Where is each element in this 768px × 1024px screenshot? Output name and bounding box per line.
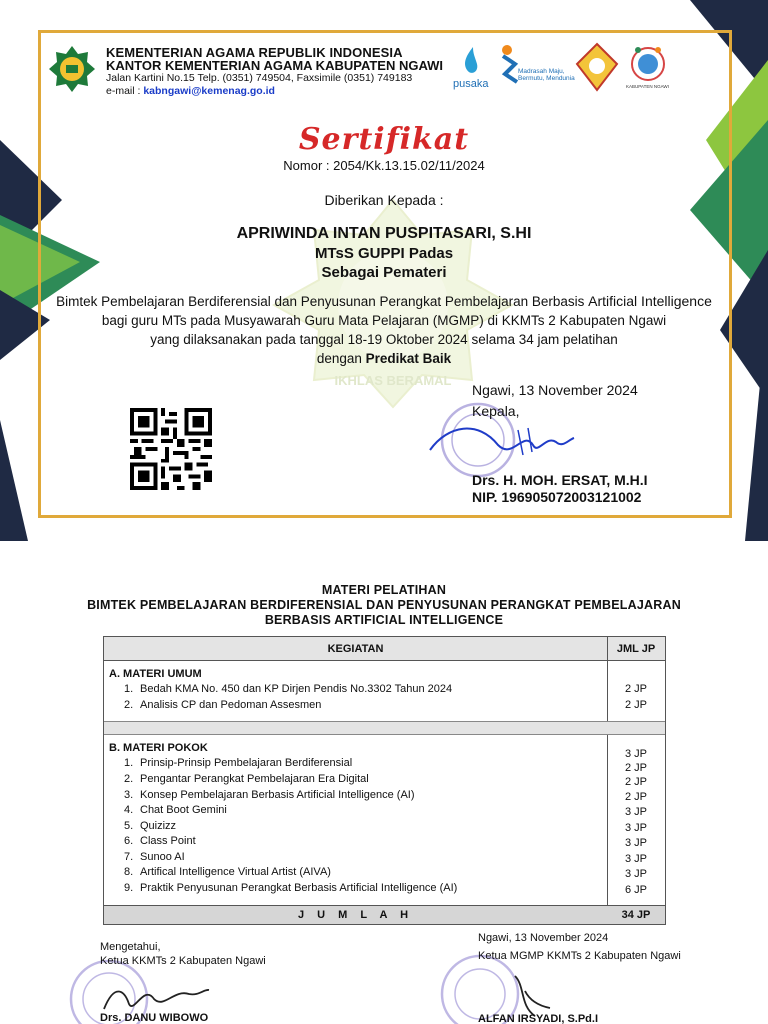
table-row [124,835,196,847]
row-number: 6. [124,835,134,847]
materi-subtitle-1: BIMTEK PEMBELAJARAN BERDIFERENSIAL DAN PENYUSUNAN PERANGKAT PEMBELAJARAN [87,598,681,612]
row-name: Pengantar Perangkat Pembelajaran Era Digital [140,773,369,785]
materi-subtitle-2: BERBASIS ARTIFICIAL INTELLIGENCE [264,613,504,627]
materi-table [103,636,666,925]
qr-code[interactable] [130,408,212,490]
total-value: 34 JP [621,909,651,921]
signature-date: Ngawi, 13 November 2024 [472,382,638,398]
row-jp: 2 JP [624,762,647,774]
recipient-school: MTsS GUPPI Padas [314,245,454,262]
certificate-number: Nomor : 2054/Kk.13.15.02/11/2024 [283,158,485,173]
header-ministry: KEMENTERIAN AGAMA REPUBLIK INDONESIA [106,45,403,60]
row-jp: 2 JP [624,776,647,788]
table-total-row [104,905,665,924]
header-jp: JML JP [616,643,656,655]
email-link[interactable]: kabngawi@kemenag.go.id [143,85,275,97]
row-name: Sunoo AI [140,851,185,863]
table-row [124,851,185,863]
kkmts-chair-name: Drs. DANU WIBOWO [100,1012,209,1024]
description-line-1 [0,293,768,309]
recipient-role: Sebagai Pemateri [321,264,447,281]
row-name: Class Point [140,835,196,847]
row-name: Konsep Pembelajaran Berbasis Artificial Intelligence (AI) [140,789,415,801]
row-name: Praktik Penyusunan Perangkat Berbasis Artificial Intelligence (AI) [140,882,458,894]
madrasah-logo [502,45,517,82]
kkmts-chair-title: Ketua KKMTs 2 Kabupaten Ngawi [100,955,266,967]
row-jp: 2 JP [624,791,647,803]
certificate-title: Sertifikat [298,122,470,157]
hab-logo [577,44,617,90]
given-to-label: Diberikan Kepada : [324,192,444,208]
section-separator [104,721,665,735]
materi-page [0,541,768,1024]
watermark-text: IKHLAS BERAMAL [334,373,452,388]
table-row [124,683,452,695]
row-jp: 3 JP [624,868,647,880]
row-name: Artifical Intelligence Virtual Artist (AIVA) [140,866,331,878]
table-row [124,699,321,711]
madrasah-text: Madrasah Maju, Bermutu, Mendunia [518,68,575,82]
row-jp: 6 JP [624,884,647,896]
kemenag-logo [48,45,96,93]
row-number: 2. [124,699,134,711]
row-jp: 3 JP [624,822,647,834]
section-a-title: A. MATERI UMUM [109,668,202,680]
table-row [124,866,331,878]
materi-date: Ngawi, 13 November 2024 [478,932,609,944]
header-office: KANTOR KEMENTERIAN AGAMA KABUPATEN NGAWI [106,58,444,73]
pusaka-logo [465,47,477,73]
row-name: Quizizz [140,820,177,832]
row-name: Analisis CP dan Pedoman Assesmen [140,699,322,711]
description-text: Bimtek Pembelajaran Berdiferensial dan Penyusunan Perangkat Pembelajaran Berbasis [56,294,589,309]
predicate-prefix: dengan [316,351,366,366]
materi-title: MATERI PELATIHAN [321,583,447,597]
row-jp: 3 JP [624,853,647,865]
description-line-4 [0,351,768,366]
row-number: 9. [124,882,134,894]
acknowledged-label: Mengetahui, [100,941,161,953]
kabupaten-ngawi-logo [632,47,664,80]
description-ai: Artificial Intelligence [588,293,712,309]
email-label: e-mail : [106,85,144,97]
row-number: 1. [124,683,134,695]
table-header [104,637,665,661]
section-b-title: B. MATERI POKOK [109,742,208,754]
row-number: 4. [124,804,134,816]
table-row [124,789,415,801]
row-jp: 2 JP [624,699,647,711]
description-line-2: bagi guru MTs pada Musyawarah Guru Mata Pelajaran (MGMP) di KKMTs 2 Kabupaten Ngawi [101,313,667,328]
signatory-nip: NIP. 196905072003121002 [472,489,642,505]
row-name: Chat Boot Gemini [140,804,227,816]
row-name: Prinsip-Prinsip Pembelajaran Berdiferensial [140,757,353,769]
row-jp: 3 JP [624,806,647,818]
row-number: 5. [124,820,134,832]
signatory-name: Drs. H. MOH. ERSAT, M.H.I [472,472,648,488]
row-number: 7. [124,851,134,863]
description-line-3: yang dilaksanakan pada tanggal 18-19 Oktober 2024 selama 34 jam pelatihan [150,332,618,347]
total-label: J U M L A H [297,909,414,921]
row-number: 1. [124,757,134,769]
table-row [124,804,227,816]
pusaka-text: pusaka [453,78,489,90]
mgmp-chair-name: ALFAN IRSYADI, S.Pd.I [478,1013,599,1024]
row-jp: 2 JP [624,683,647,695]
row-name: Bedah KMA No. 450 dan KP Dirjen Pendis No.3302 Tahun 2024 [140,683,453,695]
header-address: Jalan Kartini No.15 Telp. (0351) 749504, Faxsimile (0351) 749183 [106,72,413,84]
table-row [124,820,176,832]
header-kegiatan: KEGIATAN [327,643,384,655]
header-email-row [106,85,275,97]
table-row [124,882,457,894]
kabupaten-text: KABUPATEN NGAWI [626,84,669,89]
table-row [124,773,369,785]
signature-position: Kepala, [472,403,520,419]
row-number: 8. [124,866,134,878]
recipient-name: APRIWINDA INTAN PUSPITASARI, S.HI [236,225,532,242]
row-number: 3. [124,789,134,801]
row-jp: 3 JP [624,837,647,849]
mgmp-chair-title: Ketua MGMP KKMTs 2 Kabupaten Ngawi [478,950,681,962]
table-row [124,757,352,769]
predicate-value: Predikat Baik [365,351,452,366]
row-jp: 3 JP [624,748,647,760]
row-number: 2. [124,773,134,785]
